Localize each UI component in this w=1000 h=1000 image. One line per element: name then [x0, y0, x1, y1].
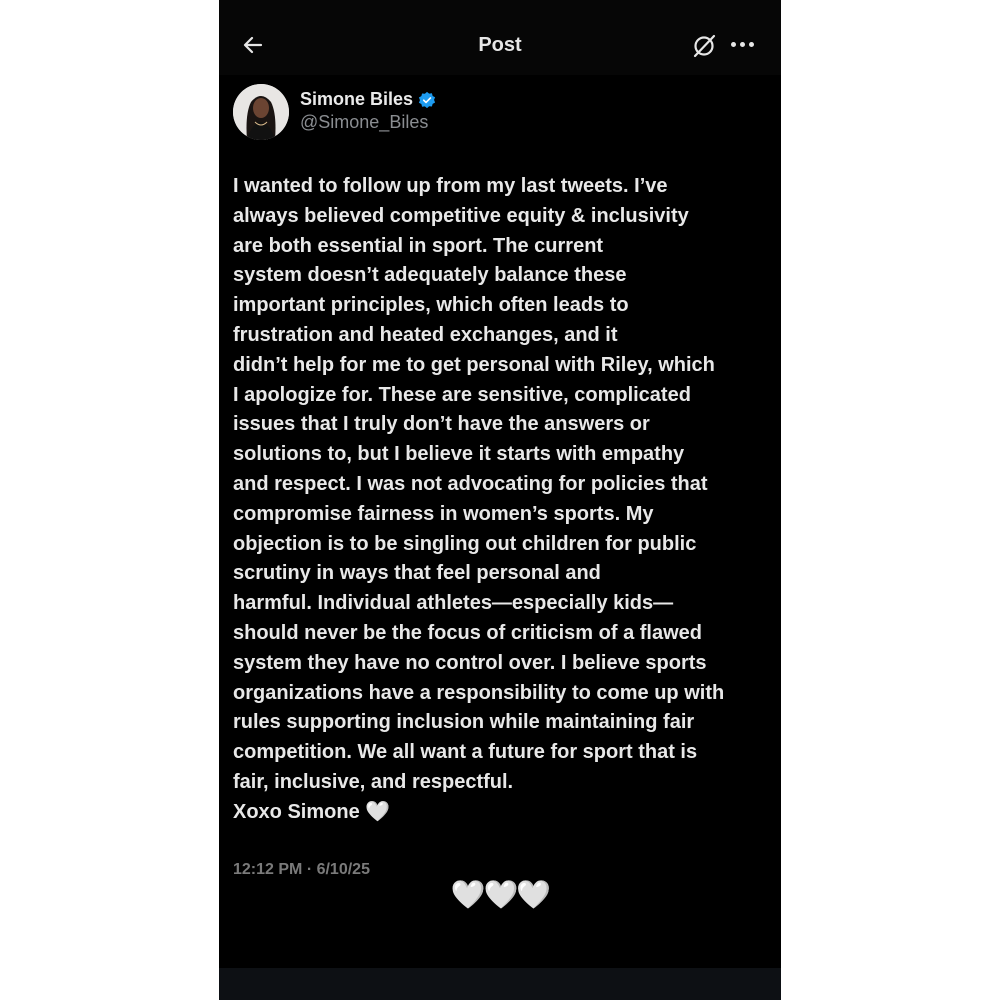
post-line: I apologize for. These are sensitive, complicated: [233, 383, 691, 406]
post-line: scrutiny in ways that feel personal and: [233, 562, 601, 585]
post-line: compromise fairness in women’s sports. My: [233, 502, 654, 525]
post-timestamp[interactable]: 12:12 PM · 6/10/25: [233, 861, 370, 878]
avatar[interactable]: [233, 84, 289, 140]
post-line: solutions to, but I believe it starts with empathy: [233, 443, 685, 466]
author-handle[interactable]: @Simone_Biles: [300, 112, 429, 132]
post-line: frustration and heated exchanges, and it: [233, 323, 618, 346]
verified-badge-icon: [418, 91, 436, 109]
post-line: system they have no control over. I believe sports: [233, 651, 707, 674]
post-line: should never be the focus of criticism of a flawed: [233, 621, 702, 644]
more-horizontal-icon[interactable]: [731, 42, 757, 50]
post-body: [233, 172, 778, 828]
post-line: competition. We all want a future for sport that is: [233, 741, 698, 764]
post-line: rules supporting inclusion while maintaining fair: [233, 711, 695, 734]
post-line: and respect. I was not advocating for policies that: [233, 472, 708, 495]
post-line: I wanted to follow up from my last tweets. I’ve: [233, 175, 668, 197]
post-line: fair, inclusive, and respectful.: [233, 770, 514, 793]
page-title: Post: [478, 34, 522, 56]
grok-icon[interactable]: [691, 33, 717, 59]
post-line: issues that I truly don’t have the answers or: [233, 413, 650, 436]
post-line: important principles, which often leads to: [233, 294, 629, 317]
post-line: Xoxo Simone 🤍: [233, 800, 391, 823]
post-line: didn’t help for me to get personal with Riley, which: [233, 353, 715, 376]
top-nav-bar: [219, 0, 781, 75]
phone-screen: [219, 0, 781, 1000]
post-line: are both essential in sport. The current: [233, 234, 604, 257]
post-line: organizations have a responsibility to come up with: [233, 681, 725, 704]
post-line: harmful. Individual athletes—especially kids—: [233, 592, 674, 615]
post-line: objection is to be singling out children for public: [233, 532, 697, 555]
white-hearts-overlay: 🤍🤍🤍: [450, 879, 550, 910]
post-line: always believed competitive equity & inclusivity: [233, 204, 689, 227]
post-line: system doesn’t adequately balance these: [233, 264, 627, 287]
author-name[interactable]: Simone Biles: [300, 89, 414, 109]
bottom-bar: [219, 968, 781, 1000]
author-name-row: [300, 89, 436, 110]
